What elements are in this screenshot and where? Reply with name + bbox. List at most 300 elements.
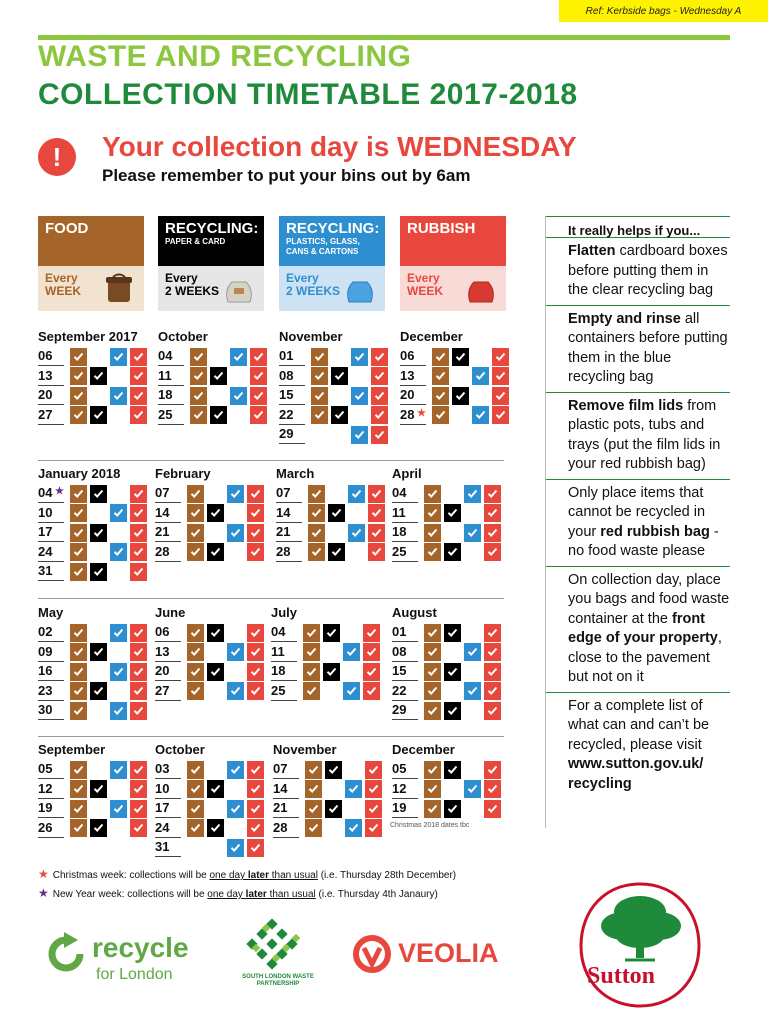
recp-tick-icon — [90, 682, 107, 700]
sutton-word: Sutton — [587, 963, 656, 989]
recb-tick-icon — [464, 780, 481, 798]
website-link[interactable]: www.sutton.gov.uk/ recycling — [568, 756, 704, 792]
empty-cell — [110, 643, 127, 661]
collection-date: 19 — [392, 799, 418, 818]
food-tick-icon — [70, 387, 87, 405]
empty-cell — [464, 761, 481, 779]
rub-tick-icon — [368, 504, 385, 522]
collection-row — [276, 543, 388, 563]
rub-tick-icon — [365, 819, 382, 837]
collection-row — [38, 504, 150, 524]
recb-tick-icon — [110, 348, 127, 366]
food-tick-icon — [424, 643, 441, 661]
collection-date: 17 — [155, 799, 181, 818]
rub-tick-icon — [371, 406, 388, 424]
rub-tick-icon — [484, 524, 501, 542]
empty-cell — [351, 367, 368, 385]
recp-tick-icon — [444, 624, 461, 642]
rub-tick-icon — [247, 819, 264, 837]
empty-cell — [90, 761, 107, 779]
month-block — [38, 742, 150, 838]
empty-cell — [452, 367, 469, 385]
tips-heading: It really helps if you... — [545, 216, 730, 238]
month-name: December — [400, 329, 463, 344]
rub-tick-icon — [250, 348, 267, 366]
recp-tick-icon — [207, 504, 224, 522]
collection-date: 28 — [276, 543, 302, 562]
food-tick-icon — [187, 485, 204, 503]
tip-item: Only place items that cannot be recycled in your red rubbish bag - no food waste please — [545, 480, 730, 567]
empty-cell — [331, 348, 348, 366]
collection-row — [392, 701, 504, 721]
collection-date: 08 — [279, 367, 305, 386]
rub-tick-icon — [484, 543, 501, 561]
bin-freq: 2 WEEKS — [165, 284, 220, 298]
rub-tick-icon — [130, 543, 147, 561]
collection-row — [38, 819, 150, 839]
recp-tick-icon — [207, 663, 224, 681]
recp-tick-icon — [328, 504, 345, 522]
bin-freq: Every — [407, 271, 440, 285]
month-name: September — [38, 742, 106, 757]
bin-title: FOOD — [45, 220, 89, 237]
collection-date: 15 — [279, 386, 305, 405]
christmas-tbc-note: Christmas 2018 dates tbc — [390, 822, 470, 829]
collection-row — [38, 386, 150, 406]
empty-cell — [207, 682, 224, 700]
collection-row — [155, 682, 267, 702]
collection-date: 04 — [158, 347, 184, 366]
rub-tick-icon — [130, 406, 147, 424]
blue-bag-icon — [343, 272, 377, 304]
rub-tick-icon — [484, 663, 501, 681]
food-tick-icon — [70, 485, 87, 503]
empty-cell — [110, 563, 127, 581]
collection-date: 25 — [158, 406, 184, 425]
collection-row — [38, 484, 150, 504]
collection-date: 25 — [271, 682, 297, 701]
collection-row — [271, 623, 383, 643]
collection-date: 04 — [271, 623, 297, 642]
collection-row — [155, 504, 267, 524]
month-name: March — [276, 466, 315, 481]
collection-row — [38, 347, 150, 367]
collection-date: 11 — [392, 504, 418, 523]
empty-cell — [444, 524, 461, 542]
rub-tick-icon — [247, 780, 264, 798]
empty-cell — [464, 663, 481, 681]
collection-date: 10 — [38, 504, 64, 523]
food-tick-icon — [70, 682, 87, 700]
collection-row — [155, 543, 267, 563]
empty-cell — [110, 406, 127, 424]
month-block — [279, 329, 391, 445]
collection-date: 28 ★ — [400, 406, 426, 425]
collection-row — [38, 562, 150, 582]
collection-row — [392, 682, 504, 702]
collection-date: 11 — [271, 643, 297, 662]
bin-title: RECYCLING: — [165, 220, 259, 237]
month-name: June — [155, 605, 186, 620]
food-tick-icon — [187, 819, 204, 837]
recb-tick-icon — [110, 800, 127, 818]
empty-cell — [444, 643, 461, 661]
recp-tick-icon — [444, 543, 461, 561]
empty-cell — [464, 702, 481, 720]
food-tick-icon — [424, 624, 441, 642]
recb-tick-icon — [110, 624, 127, 642]
food-tick-icon — [70, 800, 87, 818]
food-tick-icon — [424, 485, 441, 503]
empty-cell — [207, 761, 224, 779]
food-tick-icon — [70, 348, 87, 366]
recb-tick-icon — [348, 524, 365, 542]
empty-cell — [345, 761, 362, 779]
tip-item: Empty and rinse all containers before putting them in the blue recycling bag — [545, 306, 730, 393]
empty-cell — [230, 367, 247, 385]
collection-date: 07 — [276, 484, 302, 503]
rub-tick-icon — [130, 485, 147, 503]
bin-subtitle: PLASTICS, GLASS, CANS & CARTONS — [286, 237, 360, 256]
collection-row — [392, 799, 504, 819]
recb-tick-icon — [110, 761, 127, 779]
recb-tick-icon — [227, 485, 244, 503]
recb-tick-icon — [110, 387, 127, 405]
recb-tick-icon — [343, 643, 360, 661]
empty-cell — [323, 643, 340, 661]
food-tick-icon — [187, 682, 204, 700]
recb-tick-icon — [348, 485, 365, 503]
section-divider — [38, 598, 504, 599]
recp-tick-icon — [210, 367, 227, 385]
collection-row — [392, 504, 504, 524]
food-tick-icon — [305, 761, 322, 779]
collection-date: 14 — [155, 504, 181, 523]
empty-cell — [90, 702, 107, 720]
collection-row — [38, 543, 150, 563]
section-divider — [38, 736, 504, 737]
collection-date: 18 — [158, 386, 184, 405]
collection-date: 06 — [155, 623, 181, 642]
empty-cell — [227, 819, 244, 837]
collection-row — [158, 406, 270, 426]
empty-cell — [331, 387, 348, 405]
collection-date: 01 — [279, 347, 305, 366]
bin-legend-rubbish — [400, 216, 506, 311]
empty-cell — [345, 800, 362, 818]
recp-tick-icon — [452, 348, 469, 366]
empty-cell — [464, 800, 481, 818]
collection-row — [155, 760, 267, 780]
rub-tick-icon — [247, 643, 264, 661]
recp-tick-icon — [444, 702, 461, 720]
rub-tick-icon — [365, 800, 382, 818]
recp-tick-icon — [207, 624, 224, 642]
collection-date: 05 — [38, 760, 64, 779]
recp-tick-icon — [90, 367, 107, 385]
recp-tick-icon — [90, 406, 107, 424]
collection-date: 14 — [276, 504, 302, 523]
rub-tick-icon — [130, 702, 147, 720]
empty-cell — [325, 819, 342, 837]
rub-tick-icon — [492, 406, 509, 424]
recp-tick-icon — [444, 504, 461, 522]
recycle-arrow-icon — [44, 932, 88, 976]
empty-cell — [227, 624, 244, 642]
food-tick-icon — [187, 761, 204, 779]
collection-row — [38, 367, 150, 387]
empty-cell — [207, 839, 224, 857]
rub-tick-icon — [484, 702, 501, 720]
empty-cell — [343, 663, 360, 681]
collection-row — [158, 386, 270, 406]
collection-date: 11 — [158, 367, 184, 386]
food-tick-icon — [187, 543, 204, 561]
recb-tick-icon — [464, 682, 481, 700]
rub-tick-icon — [365, 761, 382, 779]
collection-date: 22 — [392, 682, 418, 701]
month-block — [392, 605, 504, 721]
recp-tick-icon — [328, 543, 345, 561]
month-name: August — [392, 605, 437, 620]
recb-tick-icon — [227, 839, 244, 857]
collection-row — [276, 504, 388, 524]
collection-date: 07 — [155, 484, 181, 503]
veolia-logo — [352, 934, 512, 974]
rub-tick-icon — [247, 800, 264, 818]
sutton-council-logo — [575, 880, 705, 1010]
section-divider — [38, 460, 504, 461]
month-name: January 2018 — [38, 466, 121, 481]
rub-tick-icon — [247, 663, 264, 681]
reference-tag: Ref: Kerbside bags - Wednesday A — [559, 0, 768, 22]
exclamation-icon: ! — [38, 138, 76, 176]
empty-cell — [90, 387, 107, 405]
rub-tick-icon — [247, 524, 264, 542]
collection-row — [38, 799, 150, 819]
collection-date: 20 — [38, 386, 64, 405]
empty-cell — [311, 426, 328, 444]
collection-row — [279, 425, 391, 445]
collection-date: 05 — [392, 760, 418, 779]
rub-tick-icon — [130, 348, 147, 366]
tip-item: Flatten cardboard boxes before putting them in the clear recycling bag — [545, 238, 730, 306]
collection-date: 31 — [38, 562, 64, 581]
rub-tick-icon — [363, 663, 380, 681]
collection-row — [400, 406, 512, 426]
collection-row — [38, 623, 150, 643]
rub-tick-icon — [250, 387, 267, 405]
collection-date: 06 — [400, 347, 426, 366]
food-tick-icon — [190, 367, 207, 385]
collection-row — [392, 523, 504, 543]
rub-tick-icon — [130, 367, 147, 385]
recb-tick-icon — [472, 367, 489, 385]
collection-row — [155, 799, 267, 819]
collection-date: 25 — [392, 543, 418, 562]
collection-row — [400, 386, 512, 406]
rub-tick-icon — [130, 780, 147, 798]
recp-tick-icon — [207, 819, 224, 837]
collection-row — [38, 523, 150, 543]
empty-cell — [328, 524, 345, 542]
recb-tick-icon — [343, 682, 360, 700]
collection-date: 17 — [38, 523, 64, 542]
collection-row — [392, 484, 504, 504]
rub-tick-icon — [130, 819, 147, 837]
recp-tick-icon — [90, 563, 107, 581]
recp-tick-icon — [444, 800, 461, 818]
empty-cell — [464, 543, 481, 561]
rub-tick-icon — [484, 682, 501, 700]
collection-row — [155, 523, 267, 543]
collection-date: 01 — [392, 623, 418, 642]
food-tick-icon — [187, 800, 204, 818]
collection-row — [392, 543, 504, 563]
collection-date: 31 — [155, 838, 181, 857]
food-tick-icon — [70, 504, 87, 522]
recb-tick-icon — [227, 761, 244, 779]
recb-tick-icon — [230, 348, 247, 366]
bin-title: RECYCLING: — [286, 220, 380, 237]
recb-tick-icon — [227, 643, 244, 661]
month-name: May — [38, 605, 64, 620]
food-caddy-icon — [102, 272, 136, 304]
recb-tick-icon — [351, 426, 368, 444]
collection-row — [273, 760, 385, 780]
empty-cell — [210, 348, 227, 366]
tips-sidebar — [545, 216, 730, 798]
rub-tick-icon — [371, 367, 388, 385]
empty-cell — [444, 780, 461, 798]
bin-legend-food — [38, 216, 144, 311]
month-block — [392, 466, 504, 562]
food-tick-icon — [424, 504, 441, 522]
empty-cell — [444, 485, 461, 503]
food-tick-icon — [308, 524, 325, 542]
food-tick-icon — [308, 504, 325, 522]
collection-row — [38, 643, 150, 663]
collection-date: 22 — [279, 406, 305, 425]
collection-row — [273, 819, 385, 839]
month-block — [38, 466, 150, 582]
recp-tick-icon — [444, 663, 461, 681]
empty-cell — [90, 348, 107, 366]
food-tick-icon — [303, 682, 320, 700]
empty-cell — [110, 367, 127, 385]
collection-date: 15 — [392, 662, 418, 681]
rub-tick-icon — [247, 839, 264, 857]
empty-cell — [110, 524, 127, 542]
recycle-for-london-logo — [44, 928, 194, 988]
rub-tick-icon — [492, 367, 509, 385]
empty-cell — [90, 663, 107, 681]
recp-tick-icon — [207, 543, 224, 561]
collection-date: 04 ★ — [38, 484, 64, 503]
food-tick-icon — [308, 543, 325, 561]
tip-item: On collection day, place you bags and food waste container at the front edge of your property, close to the pavement but not on it — [545, 567, 730, 693]
food-tick-icon — [187, 643, 204, 661]
recb-tick-icon — [227, 524, 244, 542]
recp-tick-icon — [90, 643, 107, 661]
collection-row — [155, 484, 267, 504]
food-tick-icon — [187, 780, 204, 798]
food-tick-icon — [70, 761, 87, 779]
collection-row — [155, 643, 267, 663]
recycle-word: recycle — [92, 932, 189, 963]
food-tick-icon — [70, 702, 87, 720]
collection-date: 30 — [38, 701, 64, 720]
collection-row — [400, 347, 512, 367]
recp-tick-icon — [323, 663, 340, 681]
empty-cell — [207, 524, 224, 542]
south-london-waste-partnership-logo — [238, 918, 318, 998]
month-name: October — [158, 329, 208, 344]
bin-freq: Every — [165, 271, 198, 285]
collection-date: 19 — [38, 799, 64, 818]
rub-tick-icon — [130, 800, 147, 818]
rub-tick-icon — [371, 426, 388, 444]
collection-date: 13 — [155, 643, 181, 662]
food-tick-icon — [305, 780, 322, 798]
month-block — [271, 605, 383, 701]
collection-date: 21 — [273, 799, 299, 818]
collection-date: 28 — [155, 543, 181, 562]
rub-tick-icon — [130, 663, 147, 681]
empty-cell — [323, 682, 340, 700]
collection-date: 13 — [38, 367, 64, 386]
food-tick-icon — [432, 348, 449, 366]
rub-tick-icon — [484, 780, 501, 798]
rub-tick-icon — [247, 485, 264, 503]
for-london-word: for London — [96, 966, 173, 983]
collection-row — [38, 701, 150, 721]
collection-date: 09 — [38, 643, 64, 662]
collection-date: 04 — [392, 484, 418, 503]
collection-row — [392, 662, 504, 682]
collection-row — [279, 386, 391, 406]
rub-tick-icon — [247, 682, 264, 700]
food-tick-icon — [70, 663, 87, 681]
collection-date: 20 — [400, 386, 426, 405]
month-name: July — [271, 605, 298, 620]
collection-date: 20 — [155, 662, 181, 681]
collection-row — [38, 780, 150, 800]
collection-row — [279, 347, 391, 367]
collection-row — [155, 819, 267, 839]
empty-cell — [110, 819, 127, 837]
empty-cell — [464, 624, 481, 642]
rub-tick-icon — [363, 643, 380, 661]
month-block — [38, 329, 150, 425]
empty-cell — [227, 663, 244, 681]
rub-tick-icon — [130, 524, 147, 542]
food-tick-icon — [187, 663, 204, 681]
collection-row — [38, 662, 150, 682]
collection-row — [155, 662, 267, 682]
veolia-mark-icon — [352, 934, 392, 974]
recb-tick-icon — [464, 524, 481, 542]
collection-date: 24 — [38, 543, 64, 562]
rub-tick-icon — [484, 800, 501, 818]
food-tick-icon — [424, 800, 441, 818]
rub-tick-icon — [130, 761, 147, 779]
month-name: April — [392, 466, 422, 481]
rub-tick-icon — [484, 624, 501, 642]
food-tick-icon — [308, 485, 325, 503]
month-name: November — [273, 742, 337, 757]
collection-row — [38, 760, 150, 780]
